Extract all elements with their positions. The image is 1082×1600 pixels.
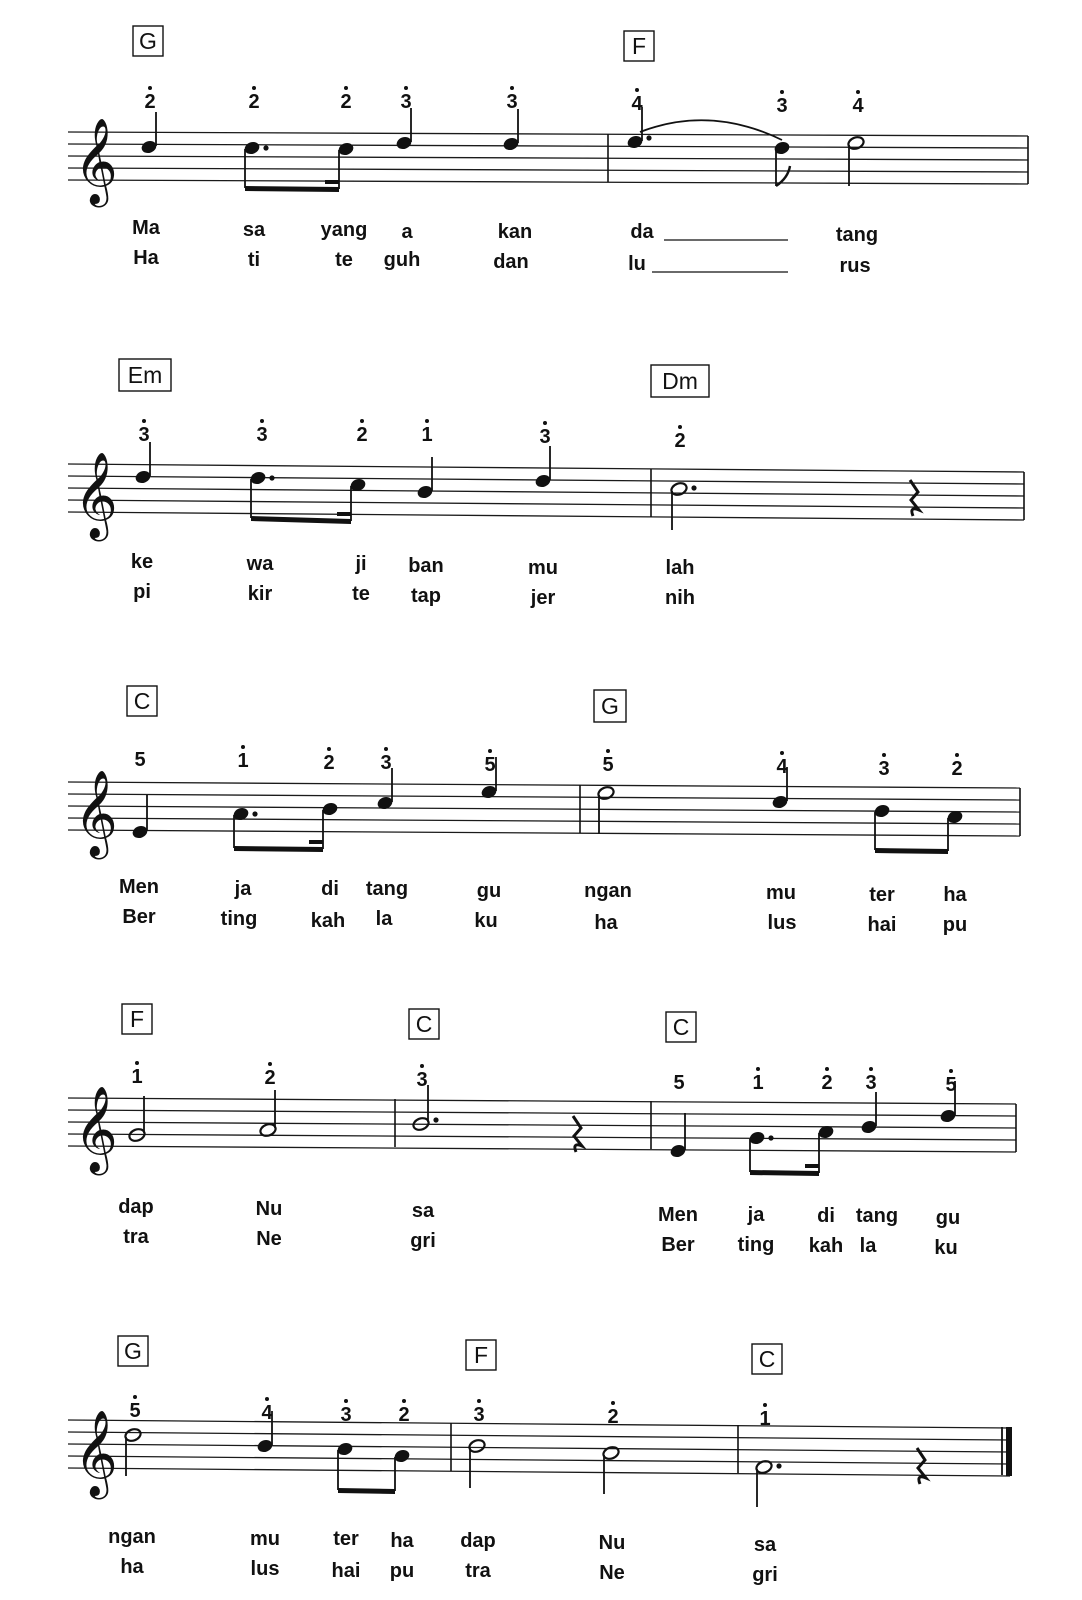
number-note: 5 [129, 1400, 141, 1422]
number-note: 2 [248, 91, 260, 113]
quarter-rest-icon [910, 480, 919, 516]
lyric-syllable: ter [869, 884, 895, 906]
system-1 [68, 26, 1028, 277]
lyric-syllable: ja [747, 1204, 765, 1226]
lyric-syllable: guh [383, 249, 421, 271]
upper-octave-dot [756, 1067, 760, 1071]
lyric-syllable: rus [839, 255, 871, 277]
lyric-syllable: ti [247, 249, 261, 271]
upper-octave-dot [420, 1064, 424, 1068]
number-note: 1 [421, 424, 433, 446]
system-2 [68, 359, 1024, 609]
lyric-syllable: Men [119, 876, 159, 898]
upper-octave-dot [869, 1067, 873, 1071]
upper-octave-dot [360, 419, 364, 423]
lyrics-verse-1 [118, 1196, 960, 1229]
lyric-syllable: di [817, 1205, 835, 1227]
upper-octave-dot [611, 1401, 615, 1405]
svg-text:C: C [133, 688, 151, 714]
lyric-syllable: Ber [122, 906, 156, 928]
number-note: 4 [261, 1402, 273, 1424]
upper-octave-dot [678, 425, 682, 429]
number-note: 3 [865, 1072, 877, 1094]
lyric-syllable: la [375, 908, 393, 930]
upper-octave-dot [606, 749, 610, 753]
chord-symbol-g [594, 690, 626, 722]
chord-symbol-c [752, 1344, 782, 1374]
lyric-syllable: ngan [584, 880, 632, 902]
number-note: 4 [776, 756, 788, 778]
number-note: 5 [484, 754, 496, 776]
number-note: 2 [674, 430, 686, 452]
number-note: 3 [776, 95, 788, 117]
lyric-syllable: ha [120, 1556, 144, 1578]
lyric-syllable: lus [767, 912, 797, 934]
number-note: 4 [631, 93, 643, 115]
upper-octave-dot [488, 749, 492, 753]
number-note: 2 [951, 758, 963, 780]
lyric-syllable: ha [390, 1530, 414, 1552]
lyric-syllable: ter [333, 1528, 359, 1550]
chord-symbol-c [127, 686, 157, 716]
number-note: 1 [237, 750, 249, 772]
number-note: 3 [256, 424, 268, 446]
treble-clef-icon: 𝄞 [74, 1411, 118, 1494]
lyric-syllable: tra [465, 1560, 491, 1582]
svg-text:F: F [631, 33, 647, 59]
lyric-syllable: jer [530, 587, 556, 609]
lyric-syllable: Ber [661, 1234, 695, 1256]
upper-octave-dot [135, 1061, 139, 1065]
upper-octave-dot [635, 88, 639, 92]
note-beam [875, 848, 948, 854]
lyric-syllable: ji [355, 553, 367, 575]
final-barline [1006, 1427, 1012, 1476]
number-note: 3 [400, 91, 412, 113]
chord-symbol-c [666, 1012, 696, 1042]
upper-octave-dot [856, 90, 860, 94]
upper-octave-dot [949, 1069, 953, 1073]
lyric-syllable: pu [389, 1560, 415, 1582]
upper-octave-dot [955, 753, 959, 757]
staff-notes [124, 1411, 926, 1507]
treble-clef-icon: 𝄞 [74, 1087, 118, 1170]
number-notation [131, 1061, 956, 1096]
staff-2 [68, 464, 1024, 520]
number-note: 4 [852, 95, 864, 117]
lyric-syllable: gri [410, 1230, 436, 1252]
system-4 [68, 1004, 1016, 1259]
lyrics-verse-1 [131, 551, 695, 579]
lyric-syllable: lus [250, 1558, 280, 1580]
number-notation [138, 419, 685, 452]
number-note: 5 [673, 1072, 685, 1094]
chord-symbol-dm [651, 365, 709, 397]
upper-octave-dot [425, 419, 429, 423]
number-note: 3 [340, 1404, 352, 1426]
number-note: 1 [752, 1072, 764, 1094]
number-note: 3 [380, 752, 392, 774]
number-note: 3 [416, 1069, 428, 1091]
staff-notes [128, 1081, 957, 1176]
upper-octave-dot [780, 751, 784, 755]
lyric-syllable: tap [411, 585, 441, 607]
number-note: 3 [138, 424, 150, 446]
lyric-syllable: Nu [255, 1198, 283, 1220]
number-note: 3 [878, 758, 890, 780]
staff-5 [68, 1420, 1010, 1476]
number-note: 3 [539, 426, 551, 448]
lyric-syllable: kan [497, 221, 533, 243]
upper-octave-dot [510, 86, 514, 90]
lyric-syllable: kir [247, 583, 273, 605]
upper-octave-dot [148, 86, 152, 90]
chord-symbol-f [466, 1340, 496, 1370]
upper-octave-dot [142, 419, 146, 423]
lyric-syllable: gu [935, 1207, 961, 1229]
upper-octave-dot [763, 1403, 767, 1407]
upper-octave-dot [882, 753, 886, 757]
lyric-syllable: ke [130, 551, 154, 573]
upper-octave-dot [477, 1399, 481, 1403]
staff-notes [131, 757, 964, 854]
lyric-syllable: mu [250, 1528, 280, 1550]
chord-symbol-f [624, 31, 654, 61]
svg-text:G: G [139, 28, 157, 54]
lyric-syllable: hai [331, 1560, 361, 1582]
lyric-syllable: Ma [132, 217, 160, 239]
svg-text:C: C [758, 1346, 776, 1372]
note-beam [245, 186, 339, 192]
upper-octave-dot [402, 1399, 406, 1403]
upper-octave-dot [780, 90, 784, 94]
lyric-syllable: tra [123, 1226, 149, 1248]
staff-notes [140, 107, 865, 192]
lyric-syllable: da [630, 221, 654, 243]
lyric-syllable: Ne [599, 1562, 625, 1584]
number-note: 3 [473, 1404, 485, 1426]
lyric-syllable: gri [752, 1564, 778, 1586]
lyric-syllable: mu [766, 882, 796, 904]
number-note: 5 [134, 749, 146, 771]
quarter-rest-icon [917, 1448, 926, 1484]
upper-octave-dot [252, 86, 256, 90]
lyric-syllable: ha [943, 884, 967, 906]
lyric-syllable: Ne [256, 1228, 282, 1250]
upper-octave-dot [133, 1395, 137, 1399]
lyrics-verse-2 [120, 1556, 777, 1586]
lyric-syllable: di [321, 878, 339, 900]
upper-octave-dot [241, 745, 245, 749]
lyrics-verse-1 [132, 217, 878, 246]
treble-clef-icon: 𝄞 [74, 771, 118, 854]
lyric-syllable: kah [310, 910, 346, 932]
staff-1 [68, 132, 1028, 184]
lyric-syllable: te [352, 583, 370, 605]
number-notation [144, 86, 864, 117]
lyric-syllable: te [335, 249, 353, 271]
lyric-syllable: tang [835, 224, 879, 246]
upper-octave-dot [260, 419, 264, 423]
svg-text:C: C [415, 1011, 433, 1037]
lyric-syllable: tang [855, 1205, 899, 1227]
lyric-syllable: a [401, 221, 413, 243]
svg-text:C: C [672, 1014, 690, 1040]
note-beam [750, 1170, 819, 1176]
lyrics-verse-1 [119, 876, 968, 906]
lyrics-verse-2 [122, 906, 967, 936]
lyric-syllable: ban [408, 555, 444, 577]
lyric-syllable: ja [234, 878, 252, 900]
svg-text:G: G [601, 693, 619, 719]
quarter-rest-icon [573, 1116, 582, 1152]
lyric-syllable: mu [528, 557, 558, 579]
upper-octave-dot [384, 747, 388, 751]
lyric-syllable: ting [737, 1234, 775, 1256]
lyric-syllable: nih [665, 587, 695, 609]
tie-arc [640, 120, 782, 140]
lyric-syllable: dan [493, 251, 529, 273]
lyric-syllable: lah [665, 557, 695, 579]
number-note: 2 [264, 1067, 276, 1089]
lyric-syllable: Ha [133, 247, 159, 269]
lyric-syllable: dap [118, 1196, 154, 1218]
svg-text:F: F [129, 1006, 145, 1032]
upper-octave-dot [327, 747, 331, 751]
lyric-syllable: ku [934, 1237, 958, 1259]
svg-text:Dm: Dm [662, 368, 698, 394]
chord-symbol-c [409, 1009, 439, 1039]
lyric-syllable: tang [365, 878, 409, 900]
upper-octave-dot [344, 1399, 348, 1403]
note-beam [251, 516, 351, 524]
system-5 [68, 1336, 1012, 1586]
svg-text:Em: Em [127, 362, 163, 388]
number-note: 5 [945, 1074, 957, 1096]
lyric-syllable: pi [133, 581, 151, 603]
number-note: 2 [356, 424, 368, 446]
lyrics-verse-2 [133, 247, 870, 277]
treble-clef-icon: 𝄞 [74, 453, 118, 536]
number-note: 2 [323, 752, 335, 774]
number-notation [134, 745, 962, 780]
number-note: 2 [607, 1406, 619, 1428]
lyric-syllable: kah [808, 1235, 844, 1257]
upper-octave-dot [404, 86, 408, 90]
system-3 [68, 686, 1020, 936]
number-note: 1 [759, 1408, 771, 1430]
lyric-syllable: Men [658, 1204, 698, 1226]
svg-text:G: G [124, 1338, 142, 1364]
number-note: 2 [821, 1072, 833, 1094]
number-note: 3 [506, 91, 518, 113]
lyric-syllable: gu [476, 880, 502, 902]
note-beam [234, 846, 323, 852]
lyric-syllable: ku [474, 910, 498, 932]
lyrics-verse-2 [123, 1226, 957, 1259]
lyric-syllable: wa [246, 553, 274, 575]
lyric-syllable: Nu [598, 1532, 626, 1554]
lyric-syllable: pu [942, 914, 968, 936]
lyric-syllable: sa [753, 1534, 777, 1556]
upper-octave-dot [543, 421, 547, 425]
lyric-syllable: ngan [108, 1526, 156, 1548]
upper-octave-dot [265, 1397, 269, 1401]
svg-text:F: F [473, 1342, 489, 1368]
chord-symbol-g [118, 1336, 148, 1366]
upper-octave-dot [268, 1062, 272, 1066]
treble-clef-icon: 𝄞 [74, 119, 118, 202]
lyric-syllable: sa [242, 219, 266, 241]
lyric-syllable: yang [320, 219, 368, 241]
lyric-syllable: lu [628, 253, 646, 275]
upper-octave-dot [825, 1067, 829, 1071]
number-note: 5 [602, 754, 614, 776]
note-beam [338, 1488, 395, 1494]
lyric-syllable: dap [460, 1530, 496, 1552]
number-note: 2 [144, 91, 156, 113]
chord-symbol-g [133, 26, 163, 56]
lyric-syllable: ha [594, 912, 618, 934]
lyric-syllable: sa [411, 1200, 435, 1222]
lyrics-verse-2 [133, 581, 695, 609]
lyric-syllable: ting [220, 908, 258, 930]
number-note: 1 [131, 1066, 143, 1088]
lyric-syllable: hai [867, 914, 897, 936]
staff-notes [134, 442, 919, 530]
upper-octave-dot [344, 86, 348, 90]
lyrics-verse-1 [108, 1526, 777, 1556]
chord-symbol-em [119, 359, 171, 391]
chord-symbol-f [122, 1004, 152, 1034]
number-note: 2 [398, 1404, 410, 1426]
number-note: 2 [340, 91, 352, 113]
lyric-syllable: la [859, 1235, 877, 1257]
